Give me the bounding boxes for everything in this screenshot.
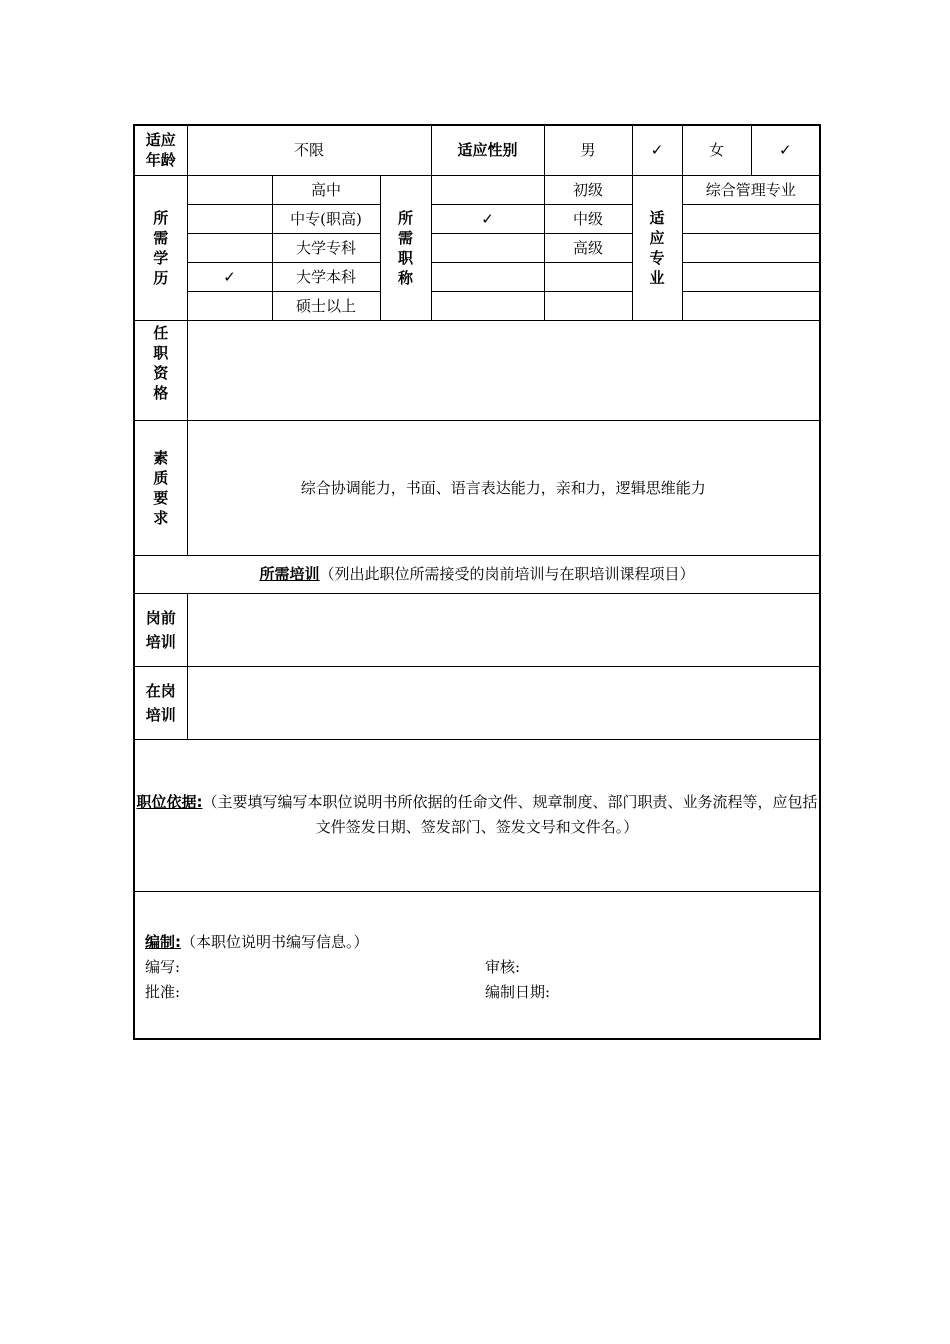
major-option: 综合管理专业 — [682, 175, 820, 204]
qualification-label-char: 资 — [153, 363, 169, 382]
basis-cell — [134, 739, 820, 891]
gender-male-check: ✓ — [632, 125, 682, 175]
education-label-char: 所 — [153, 208, 169, 227]
gender-label: 适应性别 — [431, 125, 544, 175]
date-field: 编制日期: — [485, 982, 551, 1001]
pre-training-value — [187, 593, 820, 666]
qualification-label-char: 任 — [153, 323, 169, 342]
qualification-label-char: 格 — [153, 383, 169, 402]
education-row — [134, 233, 820, 262]
title-label-char: 所 — [398, 208, 414, 227]
basis-row — [134, 739, 820, 891]
gender-female-check: ✓ — [751, 125, 820, 175]
title-label-char: 职 — [398, 248, 414, 267]
title-option: 中级 — [544, 204, 632, 233]
reviewer-field: 审核: — [485, 957, 521, 976]
quality-row — [134, 420, 820, 555]
education-check — [187, 204, 272, 233]
basis-note: （主要填写编写本职位说明书所依据的任命文件、规章制度、部门职责、业务流程等，应包括文件签发日期、签发部门、签发文号和文件名。） — [202, 793, 818, 836]
training-heading-cell — [134, 555, 820, 593]
qualification-label — [134, 320, 187, 420]
education-check: ✓ — [187, 262, 272, 291]
major-option — [682, 291, 820, 320]
education-label — [134, 175, 187, 320]
qualification-label-char: 职 — [153, 343, 169, 362]
pre-training-label-line: 岗前 — [145, 608, 176, 627]
compile-note: （本职位说明书编写信息。） — [181, 932, 369, 951]
age-label-line2: 年龄 — [145, 151, 176, 170]
education-option: 中专(职高) — [272, 204, 380, 233]
education-option: 硕士以上 — [272, 291, 380, 320]
quality-label-char: 素 — [153, 448, 169, 467]
education-check — [187, 233, 272, 262]
title-check — [431, 291, 544, 320]
quality-value: 综合协调能力，书面、语言表达能力，亲和力，逻辑思维能力 — [187, 420, 820, 555]
major-label-char: 适 — [649, 208, 665, 227]
major-option — [682, 204, 820, 233]
age-label — [134, 125, 187, 175]
education-row — [134, 291, 820, 320]
gender-female-label: 女 — [682, 125, 751, 175]
title-option: 高级 — [544, 233, 632, 262]
training-heading-row — [134, 555, 820, 593]
gender-male-label: 男 — [544, 125, 632, 175]
title-check — [431, 233, 544, 262]
major-label-char: 业 — [649, 268, 665, 287]
compile-row — [134, 891, 820, 1039]
title-check — [431, 262, 544, 291]
onjob-training-label-line: 在岗 — [145, 681, 176, 700]
compile-cell — [134, 891, 820, 1039]
job-description-form — [133, 124, 819, 1040]
title-label-char: 称 — [398, 268, 414, 287]
title-check: ✓ — [431, 204, 544, 233]
title-option: 初级 — [544, 175, 632, 204]
writer-field: 编写: — [145, 957, 181, 976]
qualification-value — [187, 320, 820, 420]
education-row — [134, 175, 820, 204]
onjob-training-label-line: 培训 — [145, 705, 176, 724]
onjob-training-label — [134, 666, 187, 739]
pre-training-row — [134, 593, 820, 666]
education-option: 大学本科 — [272, 262, 380, 291]
major-option — [682, 262, 820, 291]
age-value: 不限 — [187, 125, 431, 175]
education-row — [134, 262, 820, 291]
quality-label-char: 质 — [153, 468, 169, 487]
qualification-row — [134, 320, 820, 420]
title-check — [431, 175, 544, 204]
pre-training-label — [134, 593, 187, 666]
onjob-training-value — [187, 666, 820, 739]
education-label-char: 需 — [153, 228, 169, 247]
education-option: 高中 — [272, 175, 380, 204]
education-label-char: 历 — [153, 268, 169, 287]
education-label-char: 学 — [153, 248, 169, 267]
title-label — [380, 175, 431, 320]
training-heading: 所需培训 — [259, 565, 320, 583]
education-check — [187, 291, 272, 320]
onjob-training-row — [134, 666, 820, 739]
approver-field: 批准: — [145, 982, 181, 1001]
education-check — [187, 175, 272, 204]
training-note: （列出此职位所需接受的岗前培训与在职培训课程项目） — [319, 565, 695, 583]
age-label-line1: 适应 — [145, 131, 176, 150]
education-option: 大学专科 — [272, 233, 380, 262]
pre-training-label-line: 培训 — [145, 632, 176, 651]
form-table — [133, 124, 821, 1040]
quality-label-char: 求 — [153, 508, 169, 527]
education-row — [134, 204, 820, 233]
age-gender-row — [134, 125, 820, 175]
major-label-char: 应 — [649, 228, 665, 247]
major-label — [632, 175, 682, 320]
title-option — [544, 262, 632, 291]
quality-label-char: 要 — [153, 488, 169, 507]
quality-label — [134, 420, 187, 555]
basis-heading: 职位依据: — [136, 793, 203, 811]
title-option — [544, 291, 632, 320]
title-label-char: 需 — [398, 228, 414, 247]
major-label-char: 专 — [649, 248, 665, 267]
compile-heading: 编制: — [145, 932, 181, 951]
major-option — [682, 233, 820, 262]
